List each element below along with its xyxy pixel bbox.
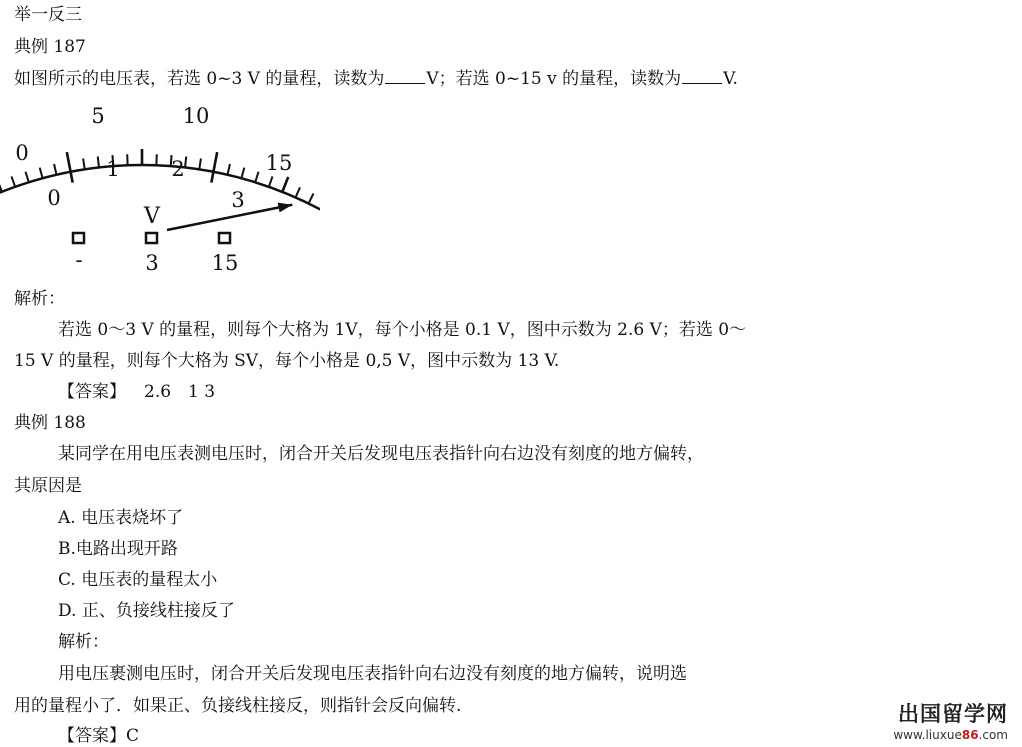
example-187-label: 典例 187 — [14, 36, 86, 58]
analysis-188-label: 解析： — [58, 631, 109, 653]
site-watermark — [893, 698, 1008, 742]
section-title: 举一反三 — [14, 4, 82, 26]
minor-tick — [296, 187, 300, 197]
lower-scale-label-0: 0 — [47, 186, 60, 210]
voltmeter-figure — [0, 0, 320, 285]
answer-188-value: C — [126, 726, 139, 746]
upper-scale-label-0: 0 — [15, 141, 28, 165]
terminal-label-negative: - — [75, 248, 82, 272]
answer-blank-1 — [385, 67, 425, 84]
option-c: C. 电压表的量程太小 — [58, 569, 217, 591]
major-tick — [67, 152, 73, 182]
upper-scale-label-10: 10 — [183, 104, 210, 128]
terminal-label-3: 3 — [145, 251, 158, 275]
lower-scale-label-2: 2 — [171, 157, 184, 181]
major-tick — [282, 177, 288, 192]
major-tick — [211, 152, 217, 182]
analysis-187-line-2: 15 V 的量程，则每个大格为 SV，每个小格是 0,5 V，图中示数为 13 V. — [14, 350, 559, 372]
watermark-url: www.liuxue86.com — [893, 728, 1008, 742]
unit-label: V — [143, 204, 161, 229]
minor-tick — [227, 164, 229, 175]
answer-187-label: 【答案】 — [58, 382, 126, 402]
question-text-1: 如图所示的电压表，若选 0~3 V 的量程，读数为 — [14, 69, 384, 89]
question-text-3: V. — [723, 69, 738, 89]
analysis-187-line-1: 若选 0～3 V 的量程，则每个大格为 1V，每个小格是 0.1 V，图中示数为 2.6 V；若选 0～ — [58, 319, 746, 341]
lower-scale-label-3: 3 — [231, 188, 244, 212]
answer-blank-2 — [682, 67, 722, 84]
terminal-3v — [146, 233, 157, 243]
analysis-188-line-1: 用电压裹测电压时，闭合开关后发现电压表指针向右边没有刻度的地方偏转，说明选 — [58, 663, 687, 685]
analysis-188-line-2: 用的量程小了．如果正、负接线柱接反，则指针会反向偏转. — [14, 695, 461, 717]
minor-tick — [54, 164, 56, 175]
watermark-title: 出国留学网 — [893, 698, 1008, 728]
option-a: A. 电压表烧坏了 — [58, 507, 183, 529]
example-188-stem-line-1: 某同学在用电压表测电压时，闭合开关后发现电压表指针向右边没有刻度的地方偏转， — [58, 443, 704, 465]
terminal-label-15: 15 — [212, 251, 239, 275]
option-b: B.电路出现开路 — [58, 538, 178, 560]
minor-tick — [241, 168, 244, 179]
terminal-negative — [73, 233, 84, 243]
answer-188 — [58, 725, 139, 747]
question-text-2: V；若选 0~15 v 的量程，读数为 — [426, 69, 681, 89]
upper-scale-label-5: 5 — [91, 104, 104, 128]
minor-tick — [309, 194, 314, 204]
minor-tick — [83, 158, 85, 169]
minor-tick — [185, 157, 186, 168]
minor-tick — [26, 172, 29, 183]
option-d: D. 正、负接线柱接反了 — [58, 600, 235, 622]
minor-tick — [98, 157, 99, 168]
answer-187-value: 2.6 1 3 — [144, 382, 215, 402]
example-188-label: 典例 188 — [14, 412, 86, 434]
terminal-15v — [219, 233, 230, 243]
example-188-stem-line-2: 其原因是 — [14, 475, 82, 497]
meter-needle — [167, 205, 292, 230]
analysis-187-label: 解析： — [14, 288, 65, 310]
minor-tick — [269, 176, 273, 186]
answer-187 — [58, 381, 215, 403]
minor-tick — [255, 172, 258, 183]
major-tick — [0, 177, 2, 192]
answer-188-label: 【答案】 — [58, 726, 126, 746]
minor-tick — [11, 176, 15, 186]
upper-scale-label-15: 15 — [266, 151, 293, 175]
lower-scale-label-1: 1 — [106, 157, 119, 181]
minor-tick — [199, 158, 201, 169]
minor-tick — [40, 168, 43, 179]
